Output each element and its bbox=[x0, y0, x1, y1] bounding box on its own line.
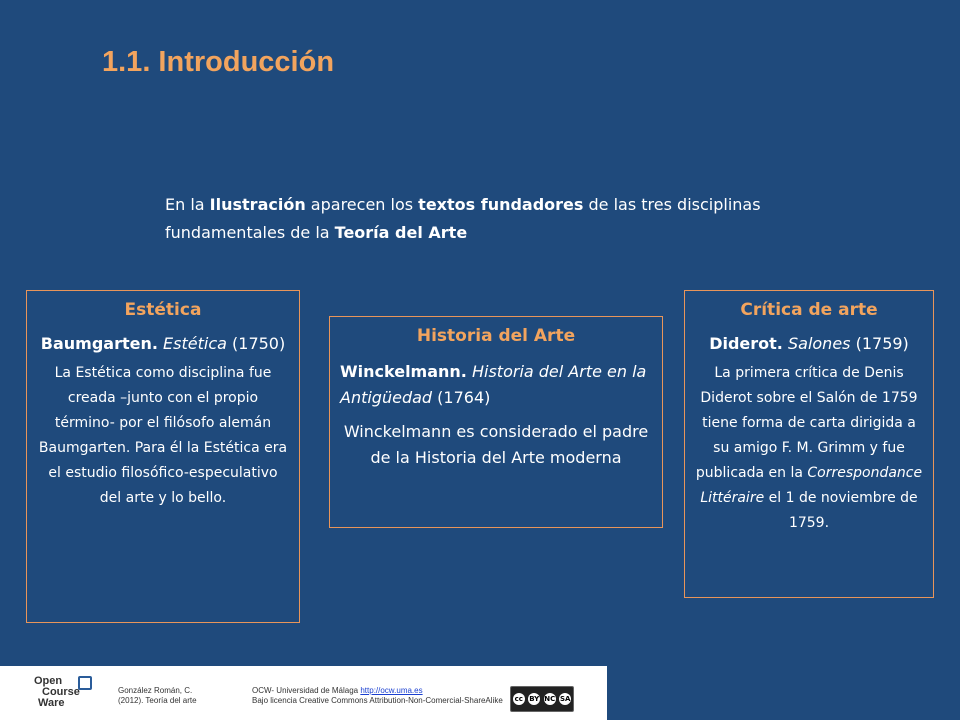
cc-license-badge[interactable] bbox=[510, 686, 574, 712]
estetica-author: Baumgarten. bbox=[40, 334, 158, 353]
critica-author: Diderot. bbox=[709, 334, 783, 353]
footer-license bbox=[252, 686, 503, 706]
ocw-logo bbox=[34, 676, 94, 714]
critica-desc-part2: el 1 de noviembre de 1759. bbox=[764, 490, 918, 531]
credit-line2: (2012). Teoría del arte bbox=[118, 696, 197, 705]
historia-box bbox=[329, 316, 663, 528]
estetica-reference bbox=[37, 331, 289, 357]
intro-bold-textos: textos fundadores bbox=[418, 195, 584, 214]
logo-line1: Open bbox=[34, 675, 63, 687]
estetica-description: La Estética como disciplina fue creada –junto con el propio término- por el filósofo alemán Baumgarten. Para él la Estética era el estudio filosófico-especulativo del arte y lo bello. bbox=[38, 365, 288, 506]
historia-author: Winckelmann. bbox=[340, 362, 467, 381]
cc-icon: cc bbox=[514, 695, 523, 703]
critica-desc-italic: Correspondance Littéraire bbox=[700, 465, 923, 506]
credit-line1: González Román, C. bbox=[118, 686, 193, 695]
estetica-box bbox=[26, 290, 300, 623]
ocw-link[interactable]: http://ocw.uma.es bbox=[360, 686, 423, 695]
by-icon: BY bbox=[529, 695, 540, 703]
ocw-mark-icon bbox=[78, 676, 92, 690]
historia-year: (1764) bbox=[437, 388, 491, 407]
footer-credit bbox=[118, 686, 197, 706]
intro-part2: aparecen los bbox=[305, 195, 419, 214]
estetica-heading: Estética bbox=[124, 300, 202, 320]
historia-reference bbox=[340, 359, 652, 411]
critica-work: Salones bbox=[787, 334, 851, 353]
historia-work: Historia del Arte en la Antigüedad bbox=[340, 362, 647, 407]
estetica-work: Estética bbox=[163, 334, 227, 353]
critica-year: (1759) bbox=[855, 334, 909, 353]
logo-line2: Course bbox=[42, 686, 80, 698]
intro-bold-teoria: Teoría del Arte bbox=[334, 223, 468, 242]
historia-description: Winckelmann es considerado el padre de la Historia del Arte moderna bbox=[343, 422, 649, 467]
footer-bar bbox=[0, 666, 607, 720]
critica-heading: Crítica de arte bbox=[740, 300, 878, 320]
critica-description bbox=[695, 361, 923, 536]
license-line1: OCW- Universidad de Málaga bbox=[252, 686, 361, 695]
intro-text bbox=[165, 191, 785, 247]
license-line2: Bajo licencia Creative Commons Attribution-Non-Comercial-ShareAlike bbox=[252, 696, 503, 705]
page-title: 1.1. Introducción bbox=[102, 46, 335, 78]
intro-part1: En la bbox=[165, 195, 210, 214]
critica-reference bbox=[695, 331, 923, 357]
intro-part3: de las tres disciplinas fundamentales de la bbox=[165, 195, 761, 242]
intro-bold-ilustracion: Ilustración bbox=[209, 195, 306, 214]
logo-line3: Ware bbox=[38, 697, 65, 709]
sa-icon: SA bbox=[560, 695, 571, 703]
nc-icon: NC bbox=[544, 695, 556, 703]
critica-box bbox=[684, 290, 934, 598]
critica-desc-part1: La primera crítica de Denis Diderot sobre el Salón de 1759 tiene forma de carta dirigida a su amigo F. M. Grimm y fue publicada en la bbox=[695, 365, 918, 481]
historia-heading: Historia del Arte bbox=[416, 326, 576, 346]
estetica-year: (1750) bbox=[232, 334, 286, 353]
